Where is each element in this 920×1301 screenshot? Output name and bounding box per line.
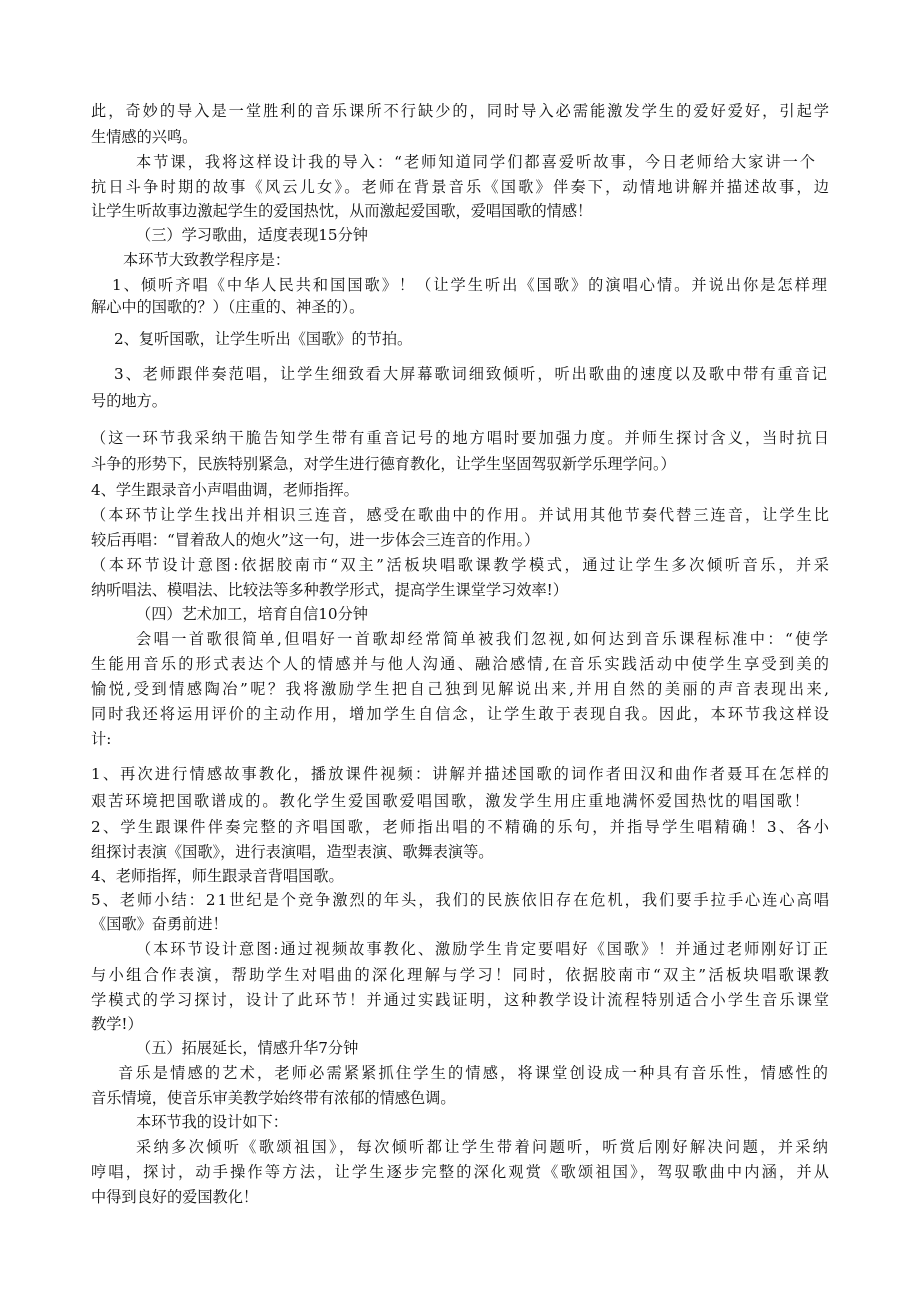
text-line: 采纳多次倾听《歌颂祖国》，每次倾听都让学生带着问题听，听赏后刚好解决问题，并采纳 xyxy=(136,1138,831,1156)
text-line: 艰苦环境把国歌谱成的。教化学生爱国歌爱唱国歌，激发学生用庄重地满怀爱国热忱的唱国歌！ xyxy=(91,792,811,810)
text-line: 生情感的兴鸣。 xyxy=(91,128,198,146)
text-line: 纳听唱法、模唱法、比较法等多种教学形式，提高学生课堂学习效率!） xyxy=(91,581,568,599)
text-line: 哼唱，探讨，动手操作等方法，让学生逐步完整的深化观赏《歌颂祖国》，驾驭歌曲中内涵，并从 xyxy=(91,1163,832,1181)
text-line: 让学生听故事边激起学生的爱国热忱，从而激起爱国歌，爱唱国歌的情感！ xyxy=(91,202,593,220)
text-line: 2、复听国歌，让学生听出《国歌》的节拍。 xyxy=(114,330,413,348)
section-heading: （五）拓展延长，情感升华7分钟 xyxy=(136,1039,359,1057)
text-line: 音乐是情感的艺术，老师必需紧紧抓住学生的情感，将课堂创设成一种具有音乐性，情感性的 xyxy=(118,1064,831,1082)
text-line: 组探讨表演《国歌》，进行表演唱，造型表演、歌舞表演等。 xyxy=(91,843,494,861)
text-line: 2、学生跟课件伴奏完整的齐唱国歌，老师指出唱的不精确的乐句，并指导学生唱精确！3、各小 xyxy=(91,818,832,836)
text-line: 愉悦,受到情感陶冶”呢？我将激励学生把自己独到见解说出来,并用自然的美丽的声音表现出来, xyxy=(91,680,832,698)
text-line: 抗日斗争时期的故事《风云儿女》。老师在背景音乐《国歌》伴奏下，动情地讲解并描述故事，边 xyxy=(91,178,832,196)
text-line: 学模式的学习探讨，设计了此环节！并通过实践证明，这种教学设计流程特别适合小学生音乐课堂 xyxy=(91,991,832,1009)
text-line: 1、倾听齐唱《中华人民共和国国歌》！（让学生听出《国歌》的演唱心情。并说出你是怎样理 xyxy=(112,276,830,294)
text-line: 较后再唱：“冒着敌人的炮火”这一句，进一步体会三连音的作用。） xyxy=(91,531,540,549)
text-line: （这一环节我采纳干脆告知学生带有重音记号的地方唱时要加强力度。并师生探讨含义，当时抗日 xyxy=(91,429,832,447)
text-line: 教学!） xyxy=(91,1015,143,1033)
text-line: 解心中的国歌的？）（庄重的、神圣的）。 xyxy=(91,298,365,316)
text-line: 同时我还将运用评价的主动作用，增加学生自信念，让学生敢于表现自我。因此，本环节我这样设 xyxy=(91,705,832,723)
text-line: 号的地方。 xyxy=(91,392,167,410)
text-line: （本环节设计意图:依据胶南市“双主”活板块唱歌课教学模式，通过让学生多次倾听音乐，并采 xyxy=(91,556,832,574)
text-line: 《国歌》奋勇前进！ xyxy=(91,915,228,933)
text-line: 会唱一首歌很简单,但唱好一首歌却经常简单被我们忽视,如何达到音乐课程标准中：“使学 xyxy=(136,630,831,648)
text-line: （本环节设计意图:通过视频故事教化、激励学生肯定要唱好《国歌》！并通过老师刚好订正 xyxy=(136,940,830,958)
text-line: 本节课，我将这样设计我的导入：“老师知道同学们都喜爱听故事，今日老师给大家讲一个 xyxy=(136,153,818,171)
text-line: 3、老师跟伴奏范唱，让学生细致看大屏幕歌词细致倾听，听出歌曲的速度以及歌中带有重音记 xyxy=(114,365,829,383)
text-line: 中得到良好的爱国教化！ xyxy=(91,1188,259,1206)
text-line: （本环节让学生找出并相识三连音，感受在歌曲中的作用。并试用其他节奏代替三连音，让学生比 xyxy=(91,506,832,524)
text-line: 生能用音乐的形式表达个人的情感并与他人沟通、融洽感情,在音乐实践活动中使学生享受到美的 xyxy=(91,655,832,673)
text-line: 斗争的形势下，民族特别紧急，对学生进行德育教化，让学生坚固驾驭新学乐理学问。） xyxy=(91,455,676,473)
text-line: 音乐情境，使音乐审美教学始终带有浓郁的情感色调。 xyxy=(91,1089,456,1107)
text-line: 4、老师指挥，师生跟录音背唱国歌。 xyxy=(91,867,344,885)
text-line: 与小组合作表演，帮助学生对唱曲的深化理解与学习！同时，依据胶南市“双主”活板块唱歌课教 xyxy=(91,966,832,984)
section-heading: （四）艺术加工，培育自信10分钟 xyxy=(136,605,368,623)
text-line: 本环节我的设计如下： xyxy=(136,1113,288,1131)
text-line: 此，奇妙的导入是一堂胜利的音乐课所不行缺少的，同时导入必需能激发学生的爱好爱好，引起学 xyxy=(91,102,832,120)
text-line: 4、学生跟录音小声唱曲调，老师指挥。 xyxy=(91,481,359,499)
text-line: 1、再次进行情感故事教化，播放课件视频：讲解并描述国歌的词作者田汉和曲作者聂耳在怎样的 xyxy=(91,765,832,783)
text-line: 5、老师小结：21世纪是个竞争激烈的年头，我们的民族依旧存在危机，我们要手拉手心连心高唱 xyxy=(91,891,831,909)
text-line: 计: xyxy=(91,730,112,748)
text-line: 本环节大致教学程序是： xyxy=(123,251,291,269)
section-heading: （三）学习歌曲，适度表现15分钟 xyxy=(136,226,368,244)
